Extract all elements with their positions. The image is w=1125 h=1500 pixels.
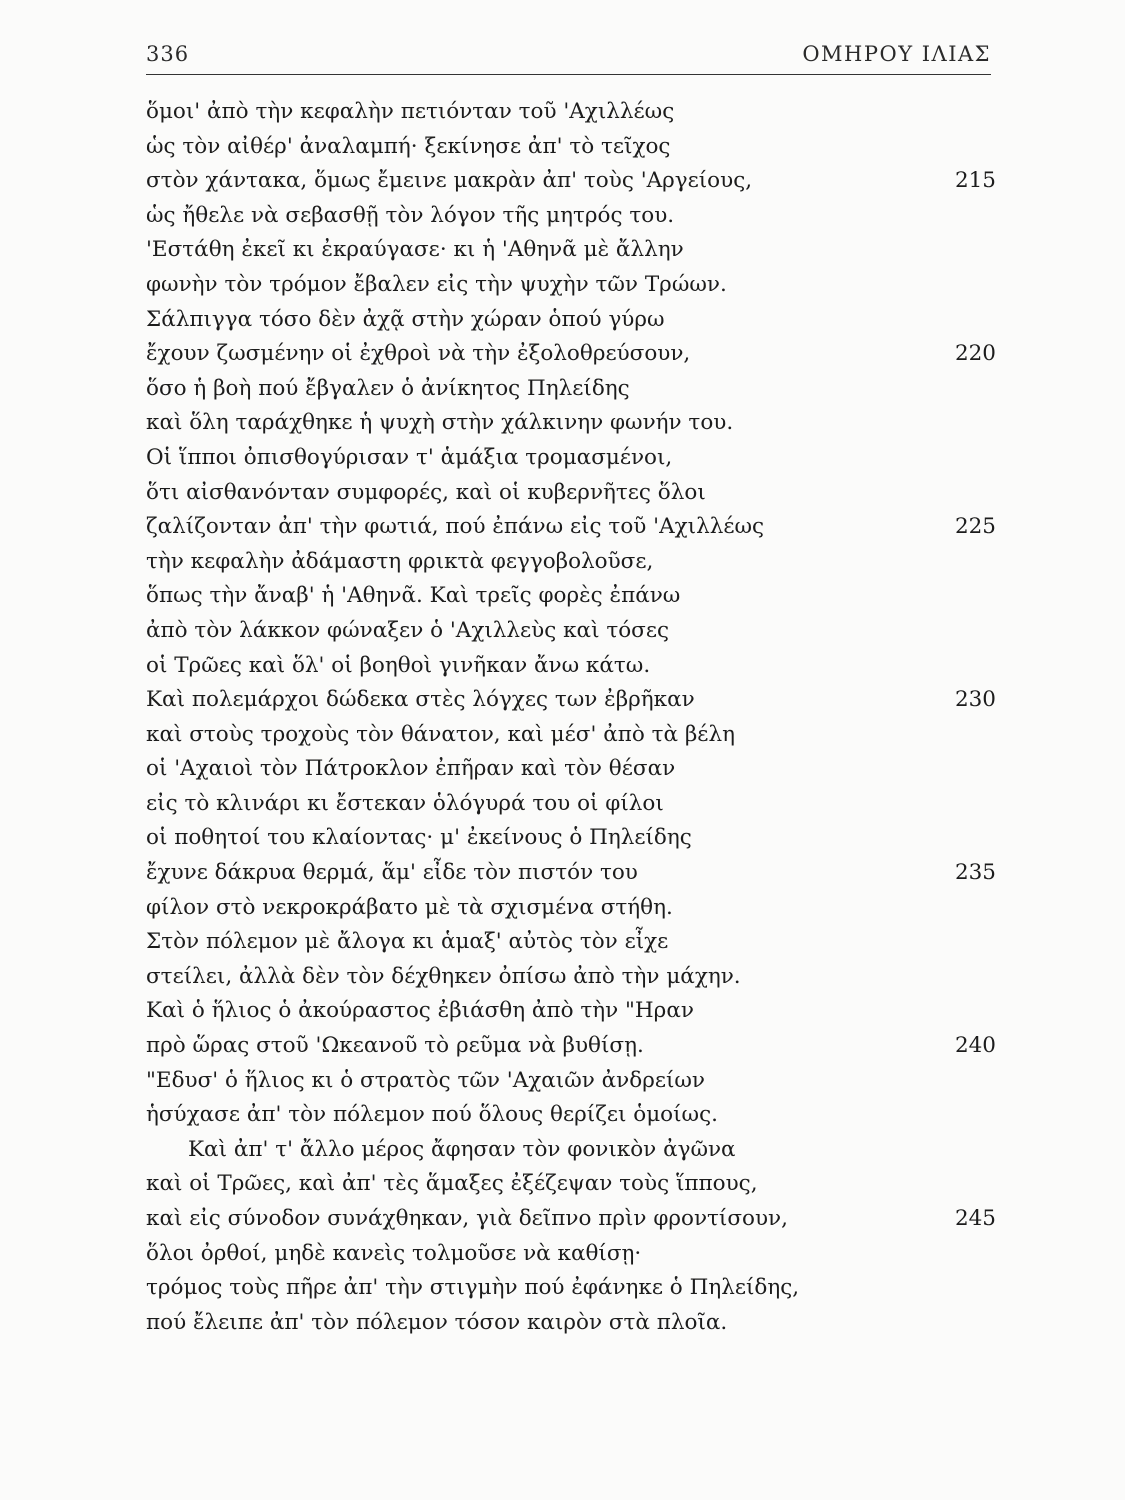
verse-text: οἱ Τρῶες καὶ ὅλ' οἱ βοηθοὶ γινῆκαν ἄνω κάτω.	[146, 652, 651, 678]
verse-text: Καὶ πολεμάρχοι δώδεκα στὲς λόγχες των ἐβρῆκαν	[146, 687, 695, 713]
verse-text: Οἱ ἵπποι ὀπισθογύρισαν τ' ἁμάξια τρομασμένοι,	[146, 444, 673, 470]
verse-text: οἱ 'Αχαιοὶ τὸν Πάτροκλον ἐπῆραν καὶ τὸν θέσαν	[146, 756, 676, 782]
verse-line	[146, 718, 996, 753]
line-number: 230	[954, 687, 996, 713]
verse-text: ἔχουν ζωσμένην οἱ ἐχθροὶ νὰ τὴν ἐξολοθρεύσουν,	[146, 341, 691, 367]
verse-line	[146, 1202, 996, 1237]
verse-line	[146, 1064, 996, 1099]
verse-text: ὅπως τὴν ἄναβ' ἡ 'Αθηνᾶ. Καὶ τρεῖς φορὲς ἐπάνω	[146, 583, 681, 609]
verse-line	[146, 303, 996, 338]
verse-text: ὡς ἤθελε νὰ σεβασθῇ τὸν λόγον τῆς μητρός του.	[146, 202, 675, 228]
verse-text: ὅλοι ὀρθοί, μηδὲ κανεὶς τολμοῦσε νὰ καθίσῃ·	[146, 1240, 642, 1266]
verse-text: στείλει, ἀλλὰ δὲν τὸν δέχθηκεν ὀπίσω ἀπὸ τὴν μάχην.	[146, 963, 741, 989]
verse-line	[146, 752, 996, 787]
verse-text: στὸν χάντακα, ὅμως ἔμεινε μακρὰν ἀπ' τοὺς 'Αργείους,	[146, 168, 753, 194]
verse-text: ἀπὸ τὸν λάκκον φώναξεν ὁ 'Αχιλλεὺς καὶ τόσες	[146, 617, 670, 643]
line-number: 225	[954, 514, 996, 540]
verse-text: καὶ στοὺς τροχοὺς τὸν θάνατον, καὶ μέσ' ἀπὸ τὰ βέλη	[146, 721, 735, 747]
line-number: 245	[954, 1206, 996, 1231]
line-number: 220	[954, 341, 996, 367]
verse-text: πού ἔλειπε ἀπ' τὸν πόλεμον τόσον καιρὸν στὰ πλοῖα.	[146, 1309, 728, 1335]
verse-line	[146, 130, 996, 165]
verse-text: "Εδυσ' ὁ ἥλιος κι ὁ στρατὸς τῶν 'Αχαιῶν ἀνδρείων	[146, 1067, 705, 1093]
header-rule	[146, 74, 991, 75]
verse-text: πρὸ ὥρας στοῦ 'Ωκεανοῦ τὸ ρεῦμα νὰ βυθίσῃ.	[146, 1033, 644, 1059]
verse-line	[146, 925, 996, 960]
verse-line	[146, 579, 996, 614]
verse-line	[146, 960, 996, 995]
verse-text: Καὶ ὁ ἥλιος ὁ ἀκούραστος ἐβιάσθη ἀπὸ τὴν "Ηραν	[146, 998, 694, 1024]
verse-text: φίλον στὸ νεκροκράβατο μὲ τὰ σχισμένα στήθη.	[146, 894, 673, 920]
verse-text: ἔχυνε δάκρυα θερμά, ἅμ' εἶδε τὸν πιστόν του	[146, 860, 638, 886]
verse-text: 'Εστάθη ἐκεῖ κι ἐκραύγασε· κι ἡ 'Αθηνᾶ μὲ ἄλλην	[146, 237, 684, 263]
verse-line	[146, 891, 996, 926]
line-number: 215	[954, 168, 996, 194]
verse-block	[146, 95, 996, 1340]
verse-text: ζαλίζονταν ἀπ' τὴν φωτιά, πού ἐπάνω εἰς τοῦ 'Αχιλλέως	[146, 514, 765, 540]
verse-text: Καὶ ἀπ' τ' ἄλλο μέρος ἄφησαν τὸν φονικὸν ἀγῶνα	[188, 1136, 736, 1162]
verse-text: ὅμοι' ἀπὸ τὴν κεφαλὴν πετιόνταν τοῦ 'Αχιλλέως	[146, 99, 675, 124]
verse-line	[146, 441, 996, 476]
verse-text: ὅσο ἡ βοὴ πού ἔβγαλεν ὁ ἀνίκητος Πηλείδης	[146, 375, 630, 401]
verse-text: ὡς τὸν αἰθέρ' ἀναλαμπή· ξεκίνησε ἀπ' τὸ τεῖχος	[146, 133, 671, 159]
verse-text: καὶ οἱ Τρῶες, καὶ ἀπ' τὲς ἅμαξες ἐξέζεψαν τοὺς ἵππους,	[146, 1171, 758, 1197]
verse-line	[146, 787, 996, 822]
verse-text: τρόμος τοὺς πῆρε ἀπ' τὴν στιγμὴν πού ἐφάνηκε ὁ Πηλείδης,	[146, 1275, 800, 1301]
page-number: 336	[146, 42, 190, 66]
verse-text: τὴν κεφαλὴν ἀδάμαστη φρικτὰ φεγγοβολοῦσε,	[146, 548, 654, 574]
verse-text: καὶ εἰς σύνοδον συνάχθηκαν, γιὰ δεῖπνο πρὶν φροντίσουν,	[146, 1206, 788, 1231]
verse-line	[146, 649, 996, 684]
verse-line	[146, 510, 996, 545]
page-header	[146, 38, 991, 72]
verse-text: Σάλπιγγα τόσο δὲν ἀχᾷ στὴν χώραν ὁπού γύρω	[146, 306, 665, 332]
verse-text: ὅτι αἰσθανόνταν συμφορές, καὶ οἱ κυβερνῆτες ὅλοι	[146, 479, 706, 505]
verse-line	[146, 406, 996, 441]
verse-text: εἰς τὸ κλινάρι κι ἔστεκαν ὁλόγυρά του οἱ φίλοι	[146, 790, 664, 816]
verse-line	[146, 164, 996, 199]
verse-line	[146, 1098, 996, 1133]
verse-line	[146, 994, 996, 1029]
verse-text: φωνὴν τὸν τρόμον ἔβαλεν εἰς τὴν ψυχὴν τῶν Τρώων.	[146, 271, 727, 297]
line-number: 240	[954, 1033, 996, 1059]
verse-text: Στὸν πόλεμον μὲ ἄλογα κι ἁμαξ' αὐτὸς τὸν εἶχε	[146, 929, 669, 955]
verse-line	[146, 614, 996, 649]
verse-text: οἱ ποθητοί του κλαίοντας· μ' ἐκείνους ὁ Πηλείδης	[146, 825, 692, 851]
verse-line	[146, 821, 996, 856]
verse-text: καὶ ὅλη ταράχθηκε ἡ ψυχὴ στὴν χάλκινην φωνήν του.	[146, 410, 734, 436]
verse-line	[146, 372, 996, 407]
verse-line	[146, 1306, 996, 1341]
verse-line	[146, 199, 996, 234]
verse-line	[146, 233, 996, 268]
verse-line	[146, 856, 996, 891]
line-number: 235	[954, 860, 996, 886]
verse-line	[146, 683, 996, 718]
running-title: ΟΜΗΡΟΥ ΙΛΙΑΣ	[802, 42, 991, 66]
verse-line	[146, 1167, 996, 1202]
verse-line	[146, 1271, 996, 1306]
verse-line	[146, 268, 996, 303]
verse-line	[146, 1133, 996, 1168]
verse-line	[146, 1029, 996, 1064]
verse-line	[146, 337, 996, 372]
verse-line	[146, 476, 996, 511]
verse-line	[146, 545, 996, 580]
verse-line	[146, 95, 996, 130]
verse-text: ἡσύχασε ἀπ' τὸν πόλεμον πού ὅλους θερίζει ὁμοίως.	[146, 1102, 718, 1128]
verse-line	[146, 1237, 996, 1272]
